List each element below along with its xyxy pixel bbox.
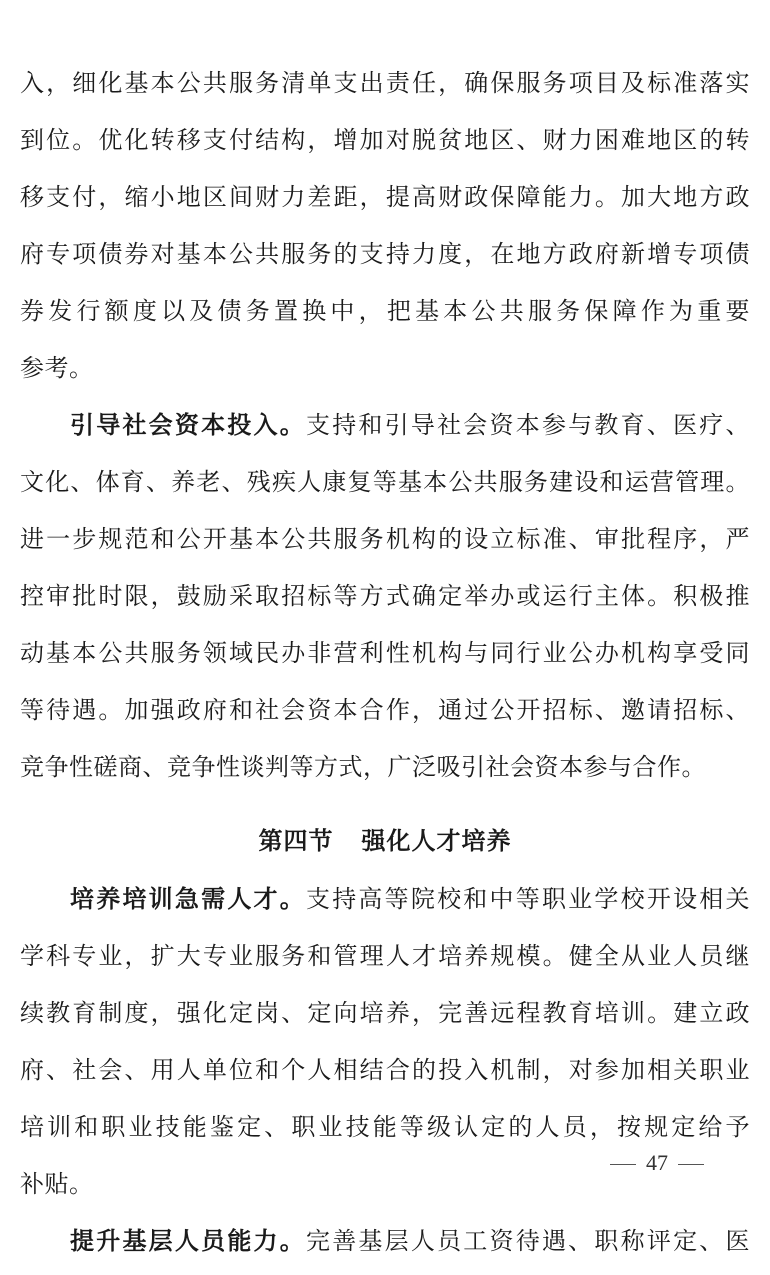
text-span: 支持高等院校和中等职业学校开设相关: [305, 885, 751, 913]
section-number: 第四节: [258, 827, 334, 855]
text-line: 等待遇。加强政府和社会资本合作，通过公开招标、邀请招标、: [20, 696, 750, 724]
footer-dash-left: [610, 1164, 636, 1165]
paragraph-grassroots-staff: [20, 1218, 750, 1275]
paragraph-social-capital: [20, 402, 750, 801]
text-line: [20, 1218, 750, 1275]
text-line: 学科专业，扩大专业服务和管理人才培养规模。健全从业人员继: [20, 942, 750, 970]
section-name: 强化人才培养: [361, 827, 512, 855]
text-line: 续教育制度，强化定岗、定向培养，完善远程教育培训。建立政: [20, 999, 750, 1027]
text-line: 控审批时限，鼓励采取招标等方式确定举办或运行主体。积极推: [20, 582, 750, 610]
text-line: 府、社会、用人单位和个人相结合的投入机制，对参加相关职业: [20, 1056, 750, 1084]
text-line: 竞争性磋商、竞争性谈判等方式，广泛吸引社会资本参与合作。: [20, 753, 706, 781]
text-line: 到位。优化转移支付结构，增加对脱贫地区、财力困难地区的转: [20, 126, 750, 154]
text-span: 完善基层人员工资待遇、职称评定、医: [305, 1227, 751, 1255]
text-span: 支持和引导社会资本参与教育、医疗、: [305, 411, 751, 439]
footer-dash-right: [678, 1164, 704, 1165]
text-line: 文化、体育、养老、残疾人康复等基本公共服务建设和运营管理。: [20, 468, 750, 496]
text-line: 府专项债券对基本公共服务的支持力度，在地方政府新增专项债: [20, 240, 750, 268]
paragraph-fiscal-support: [20, 60, 750, 402]
text-line: [20, 876, 750, 933]
text-line: 券发行额度以及债务置换中，把基本公共服务保障作为重要: [20, 297, 750, 325]
text-line: [20, 402, 750, 459]
paragraph-heading: 培养培训急需人才。: [70, 885, 306, 913]
text-line: 移支付，缩小地区间财力差距，提高财政保障能力。加大地方政: [20, 183, 750, 211]
text-line: 入，细化基本公共服务清单支出责任，确保服务项目及标准落实: [20, 69, 750, 97]
section-title: [20, 816, 750, 866]
text-line: 补贴。: [20, 1170, 94, 1198]
document-page: [20, 60, 750, 1275]
text-line: 培训和职业技能鉴定、职业技能等级认定的人员，按规定给予: [20, 1113, 750, 1141]
paragraph-heading: 引导社会资本投入。: [70, 411, 306, 439]
paragraph-heading: 提升基层人员能力。: [70, 1227, 306, 1255]
page-footer: [600, 1150, 730, 1176]
text-line: 进一步规范和公开基本公共服务机构的设立标准、审批程序，严: [20, 525, 750, 553]
page-number: 47: [646, 1150, 668, 1175]
text-line: 动基本公共服务领域民办非营利性机构与同行业公办机构享受同: [20, 639, 750, 667]
text-line: 参考。: [20, 354, 94, 382]
